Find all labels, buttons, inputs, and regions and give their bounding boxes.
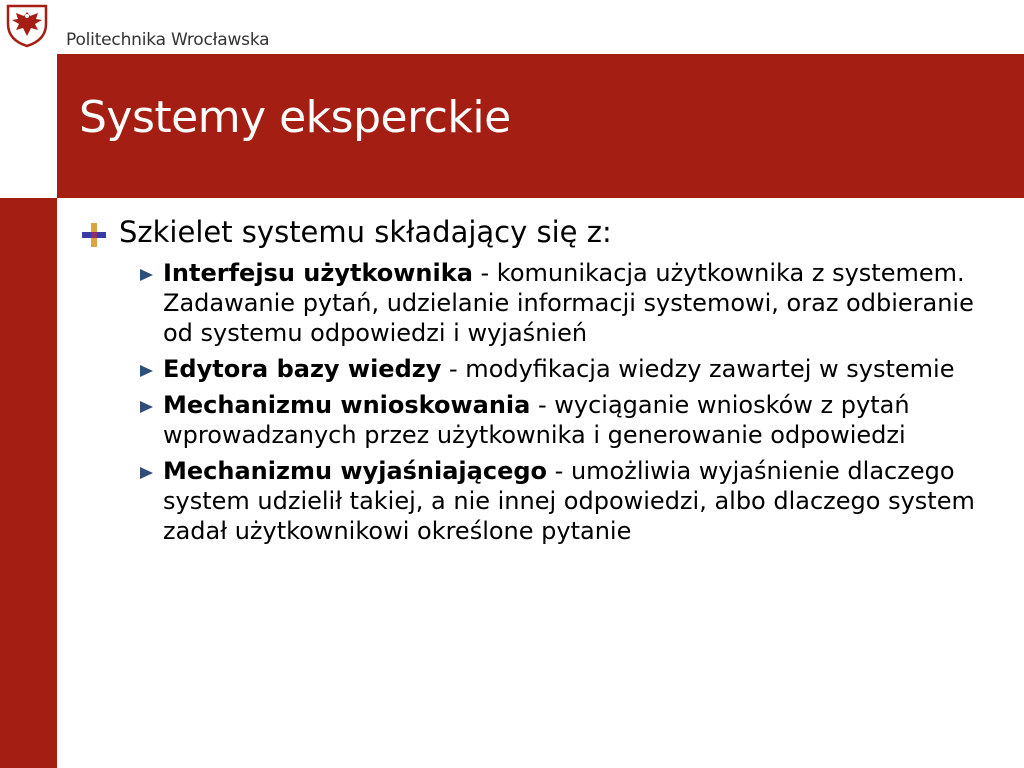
list-item-text <box>163 456 1002 546</box>
triangle-bullet-icon <box>137 464 155 486</box>
list-item-text <box>163 354 954 384</box>
list-item <box>137 390 1002 450</box>
triangle-bullet-icon <box>137 266 155 288</box>
list-item-description: - komunikacja użytkownika z systemem. Zadawanie pytań, udzielanie informacji systemowi, oraz odbieranie od systemu odpowiedzi i wyjaśnień <box>163 259 974 347</box>
triangle-bullet-icon <box>137 398 155 420</box>
list-item-term: Interfejsu użytkownika <box>163 259 473 287</box>
list-item-description: - wyciąganie wniosków z pytań wprowadzanych przez użytkownika i generowanie odpowiedzi <box>163 391 910 449</box>
list-item <box>137 456 1002 546</box>
brand-name: Politechnika Wrocławska <box>66 30 270 50</box>
list-item-term: Edytora bazy wiedzy <box>163 355 442 383</box>
left-accent-bar <box>0 198 57 768</box>
main-point-text: Szkielet systemu składający się z: <box>119 215 612 249</box>
list-item <box>137 354 1002 384</box>
sub-bullet-list <box>137 258 1002 552</box>
list-item-description: - umożliwia wyjaśnienie dlaczego system udzielił takiej, a nie innej odpowiedzi, albo dlaczego system zadał użytkownikowi określone pytanie <box>163 457 975 545</box>
cross-bullet-icon <box>81 222 107 248</box>
list-item-term: Mechanizmu wyjaśniającego <box>163 457 548 485</box>
slide-title: Systemy eksperckie <box>79 92 511 143</box>
list-item-text <box>163 258 1002 348</box>
list-item-description: - modyfikacja wiedzy zawartej w systemie <box>441 355 955 383</box>
title-band <box>57 54 1024 198</box>
list-item-text <box>163 390 1002 450</box>
triangle-bullet-icon <box>137 362 155 384</box>
list-item <box>137 258 1002 348</box>
main-bullet-point <box>81 212 612 252</box>
slide-content <box>57 198 1024 768</box>
university-eagle-logo-icon <box>4 2 50 48</box>
list-item-term: Mechanizmu wnioskowania <box>163 391 531 419</box>
